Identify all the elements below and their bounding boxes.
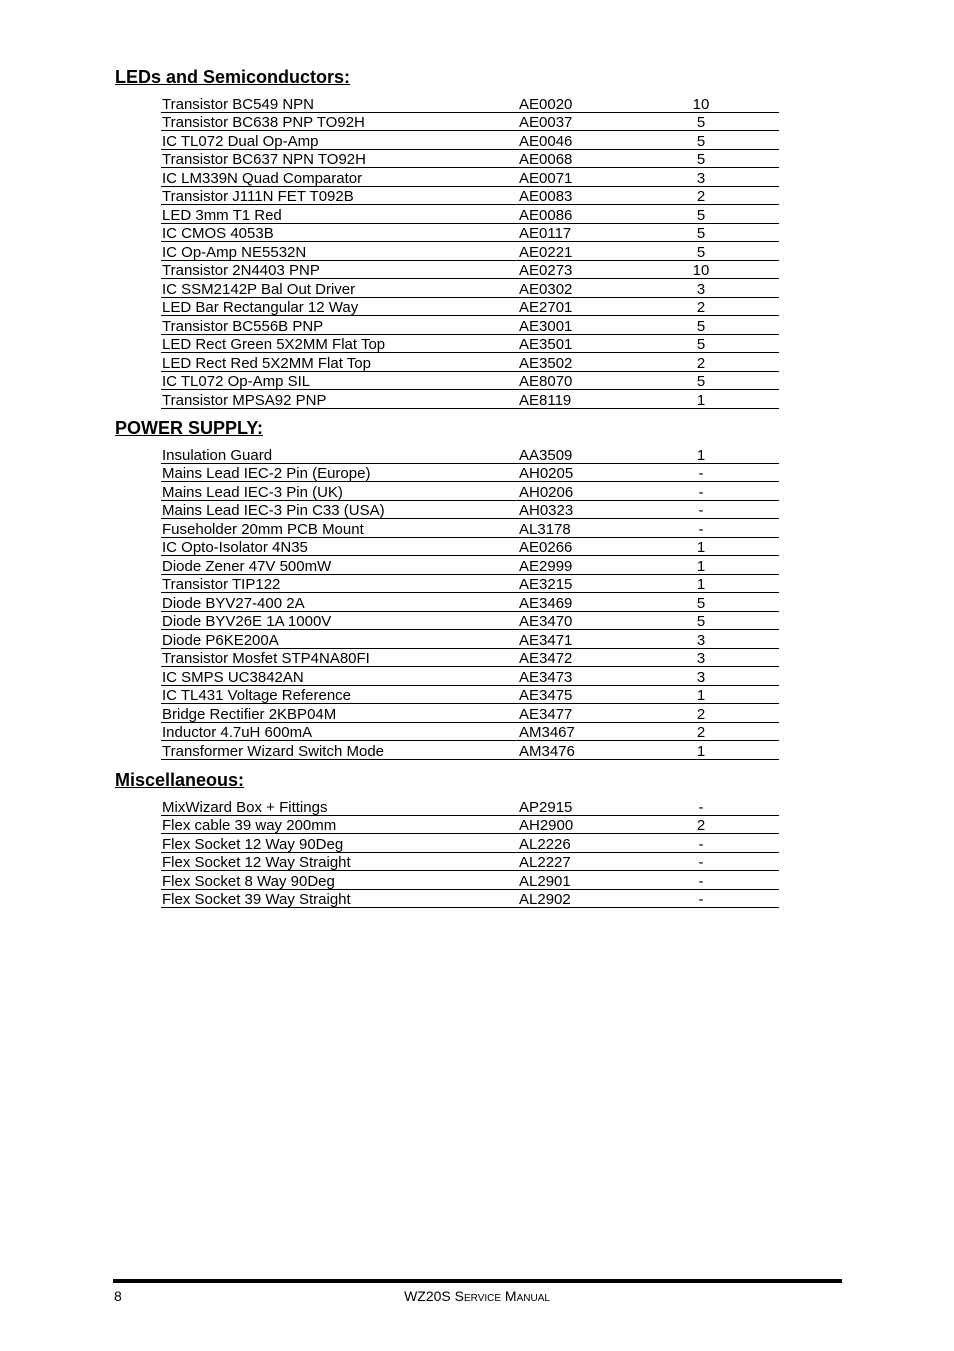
table-row: [161, 834, 779, 853]
part-description: Transformer Wizard Switch Mode: [162, 742, 384, 760]
part-quantity: -: [698, 798, 704, 816]
table-row: [161, 538, 779, 557]
part-quantity: 3: [696, 650, 706, 667]
table-row: [161, 612, 779, 631]
part-quantity: 5: [696, 613, 706, 630]
part-code: AM3467: [519, 724, 575, 741]
part-quantity: 3: [696, 280, 706, 298]
part-quantity: 5: [696, 594, 706, 612]
footer-title-small-caps: Service Manual: [454, 1288, 550, 1304]
section-title: POWER SUPPLY:: [115, 418, 264, 438]
table-row: [161, 445, 779, 464]
part-description: IC LM339N Quad Comparator: [162, 169, 363, 187]
part-description: Transistor Mosfet STP4NA80FI: [162, 650, 370, 667]
table-row: [161, 390, 779, 409]
part-description: IC SSM2142P Bal Out Driver: [162, 280, 356, 298]
table-row: [161, 372, 779, 391]
part-code: AH2900: [519, 817, 574, 834]
part-code: AE0273: [519, 262, 573, 279]
part-description: Flex Socket 8 Way 90Deg: [162, 872, 335, 890]
footer-title: [0, 1288, 954, 1304]
part-quantity: -: [698, 502, 704, 519]
part-description: IC Opto-Isolator 4N35: [162, 539, 308, 556]
part-description: LED 3mm T1 Red: [162, 206, 282, 224]
part-quantity: 10: [692, 95, 710, 113]
part-quantity: -: [698, 520, 704, 538]
part-description: Insulation Guard: [162, 446, 273, 464]
part-quantity: 3: [696, 631, 706, 649]
table-row: [161, 464, 779, 483]
part-description: Transistor BC637 NPN TO92H: [162, 151, 366, 168]
part-description: Transistor MPSA92 PNP: [162, 391, 327, 409]
table-row: [161, 501, 779, 520]
part-quantity: 1: [696, 687, 706, 704]
part-code: AA3509: [519, 446, 573, 464]
part-description: LED Bar Rectangular 12 Way: [162, 299, 359, 316]
table-row: [161, 649, 779, 668]
table-row: [161, 741, 779, 760]
part-quantity: 2: [696, 724, 706, 741]
part-code: AM3476: [519, 742, 575, 760]
part-code: AE0086: [519, 206, 573, 224]
part-code: AE3475: [519, 687, 573, 704]
part-quantity: 1: [696, 446, 706, 464]
part-quantity: 1: [696, 742, 706, 760]
part-code: AL2902: [519, 891, 571, 908]
part-description: Transistor BC549 NPN: [162, 95, 314, 113]
part-description: Transistor BC638 PNP TO92H: [162, 114, 365, 131]
part-quantity: 5: [696, 206, 706, 224]
part-quantity: 1: [696, 391, 706, 409]
part-code: AE3501: [519, 336, 573, 353]
table-row: [161, 704, 779, 723]
part-code: AE0037: [519, 114, 573, 131]
part-code: AE3469: [519, 594, 573, 612]
footer-rule: [113, 1279, 842, 1283]
table-row: [161, 667, 779, 686]
part-code: AL3178: [519, 520, 571, 538]
table-row: [161, 94, 779, 113]
part-description: Transistor 2N4403 PNP: [162, 262, 320, 279]
table-row: [161, 575, 779, 594]
part-code: AH0323: [519, 502, 574, 519]
part-description: IC TL072 Op-Amp SIL: [162, 373, 311, 390]
table-row: [161, 519, 779, 538]
part-code: AE3473: [519, 668, 573, 686]
part-quantity: 2: [696, 188, 706, 205]
part-description: Flex Socket 39 Way Straight: [162, 891, 351, 908]
part-code: AE3472: [519, 650, 573, 667]
part-description: Transistor TIP122: [162, 576, 281, 593]
table-row: [161, 797, 779, 816]
part-quantity: 2: [696, 817, 706, 834]
part-quantity: 5: [696, 373, 706, 390]
table-row: [161, 335, 779, 354]
table-row: [161, 816, 779, 835]
part-description: Mains Lead IEC-3 Pin (UK): [162, 483, 343, 501]
part-description: IC Op-Amp NE5532N: [162, 243, 307, 261]
table-row: [161, 890, 779, 909]
part-quantity: -: [698, 465, 704, 482]
part-code: AH0206: [519, 483, 574, 501]
part-code: AE0068: [519, 151, 573, 168]
part-quantity: -: [698, 872, 704, 890]
part-description: Diode BYV26E 1A 1000V: [162, 613, 332, 630]
section-title: LEDs and Semiconductors:: [115, 67, 351, 87]
table-row: [161, 131, 779, 150]
part-description: Diode P6KE200A: [162, 631, 279, 649]
table-row: [161, 261, 779, 280]
part-code: AL2226: [519, 835, 571, 853]
part-description: Bridge Rectifier 2KBP04M: [162, 705, 337, 723]
table-row: [161, 150, 779, 169]
parts-list: [161, 94, 779, 409]
part-quantity: 10: [692, 262, 710, 279]
part-quantity: 3: [696, 668, 706, 686]
part-description: IC TL431 Voltage Reference: [162, 687, 352, 704]
table-row: [161, 187, 779, 206]
part-description: Flex Socket 12 Way 90Deg: [162, 835, 344, 853]
part-quantity: 1: [696, 576, 706, 593]
table-row: [161, 630, 779, 649]
part-quantity: 5: [696, 225, 706, 242]
part-quantity: 5: [696, 336, 706, 353]
table-row: [161, 593, 779, 612]
part-description: Mains Lead IEC-3 Pin C33 (USA): [162, 502, 385, 519]
table-row: [161, 853, 779, 872]
part-code: AE8119: [519, 391, 572, 409]
parts-list: [161, 797, 779, 908]
part-code: AE3470: [519, 613, 573, 630]
part-code: AE0083: [519, 188, 573, 205]
part-quantity: -: [698, 891, 704, 908]
part-quantity: 2: [696, 299, 706, 316]
part-quantity: -: [698, 835, 704, 853]
part-description: Flex Socket 12 Way Straight: [162, 854, 351, 871]
part-quantity: 5: [696, 317, 706, 335]
part-description: IC TL072 Dual Op-Amp: [162, 132, 319, 150]
part-code: AE3001: [519, 317, 573, 335]
table-row: [161, 316, 779, 335]
part-quantity: 5: [696, 132, 706, 150]
table-row: [161, 205, 779, 224]
part-description: Fuseholder 20mm PCB Mount: [162, 520, 364, 538]
part-description: Flex cable 39 way 200mm: [162, 817, 337, 834]
part-quantity: 1: [696, 557, 706, 575]
part-description: Transistor BC556B PNP: [162, 317, 324, 335]
part-description: Diode Zener 47V 500mW: [162, 557, 332, 575]
part-description: IC SMPS UC3842AN: [162, 668, 304, 686]
part-code: AH0205: [519, 465, 574, 482]
table-row: [161, 298, 779, 317]
part-code: AE8070: [519, 373, 573, 390]
table-row: [161, 353, 779, 372]
part-description: Diode BYV27-400 2A: [162, 594, 305, 612]
table-row: [161, 871, 779, 890]
table-row: [161, 279, 779, 298]
part-quantity: 5: [696, 243, 706, 261]
part-code: AE2999: [519, 557, 573, 575]
part-description: LED Rect Green 5X2MM Flat Top: [162, 336, 386, 353]
part-code: AE3502: [519, 354, 573, 372]
part-quantity: 5: [696, 151, 706, 168]
parts-list: [161, 445, 779, 760]
table-row: [161, 224, 779, 243]
page-number: 8: [114, 1288, 122, 1304]
part-description: IC CMOS 4053B: [162, 225, 274, 242]
table-row: [161, 556, 779, 575]
part-quantity: 1: [696, 539, 706, 556]
part-code: AE3215: [519, 576, 573, 593]
part-code: AE3471: [519, 631, 573, 649]
part-description: Inductor 4.7uH 600mA: [162, 724, 313, 741]
part-quantity: 5: [696, 114, 706, 131]
part-code: AE0302: [519, 280, 573, 298]
part-code: AE3477: [519, 705, 573, 723]
part-description: Mains Lead IEC-2 Pin (Europe): [162, 465, 371, 482]
part-code: AE0046: [519, 132, 573, 150]
part-quantity: 2: [696, 354, 706, 372]
part-code: AE0071: [519, 169, 573, 187]
part-code: AE0266: [519, 539, 573, 556]
table-row: [161, 113, 779, 132]
part-description: LED Rect Red 5X2MM Flat Top: [162, 354, 371, 372]
part-code: AE0221: [519, 243, 573, 261]
part-description: MixWizard Box + Fittings: [162, 798, 328, 816]
table-row: [161, 723, 779, 742]
section-title: Miscellaneous:: [115, 770, 245, 790]
part-description: Transistor J111N FET T092B: [162, 188, 354, 205]
table-row: [161, 482, 779, 501]
part-quantity: -: [698, 483, 704, 501]
part-code: AL2227: [519, 854, 571, 871]
part-quantity: 3: [696, 169, 706, 187]
table-row: [161, 168, 779, 187]
part-quantity: 2: [696, 705, 706, 723]
part-code: AE0020: [519, 95, 573, 113]
footer-title-main: WZ20S: [404, 1288, 451, 1304]
part-code: AE0117: [519, 225, 572, 242]
table-row: [161, 242, 779, 261]
part-code: AP2915: [519, 798, 573, 816]
part-quantity: -: [698, 854, 704, 871]
part-code: AL2901: [519, 872, 571, 890]
part-code: AE2701: [519, 299, 573, 316]
table-row: [161, 686, 779, 705]
